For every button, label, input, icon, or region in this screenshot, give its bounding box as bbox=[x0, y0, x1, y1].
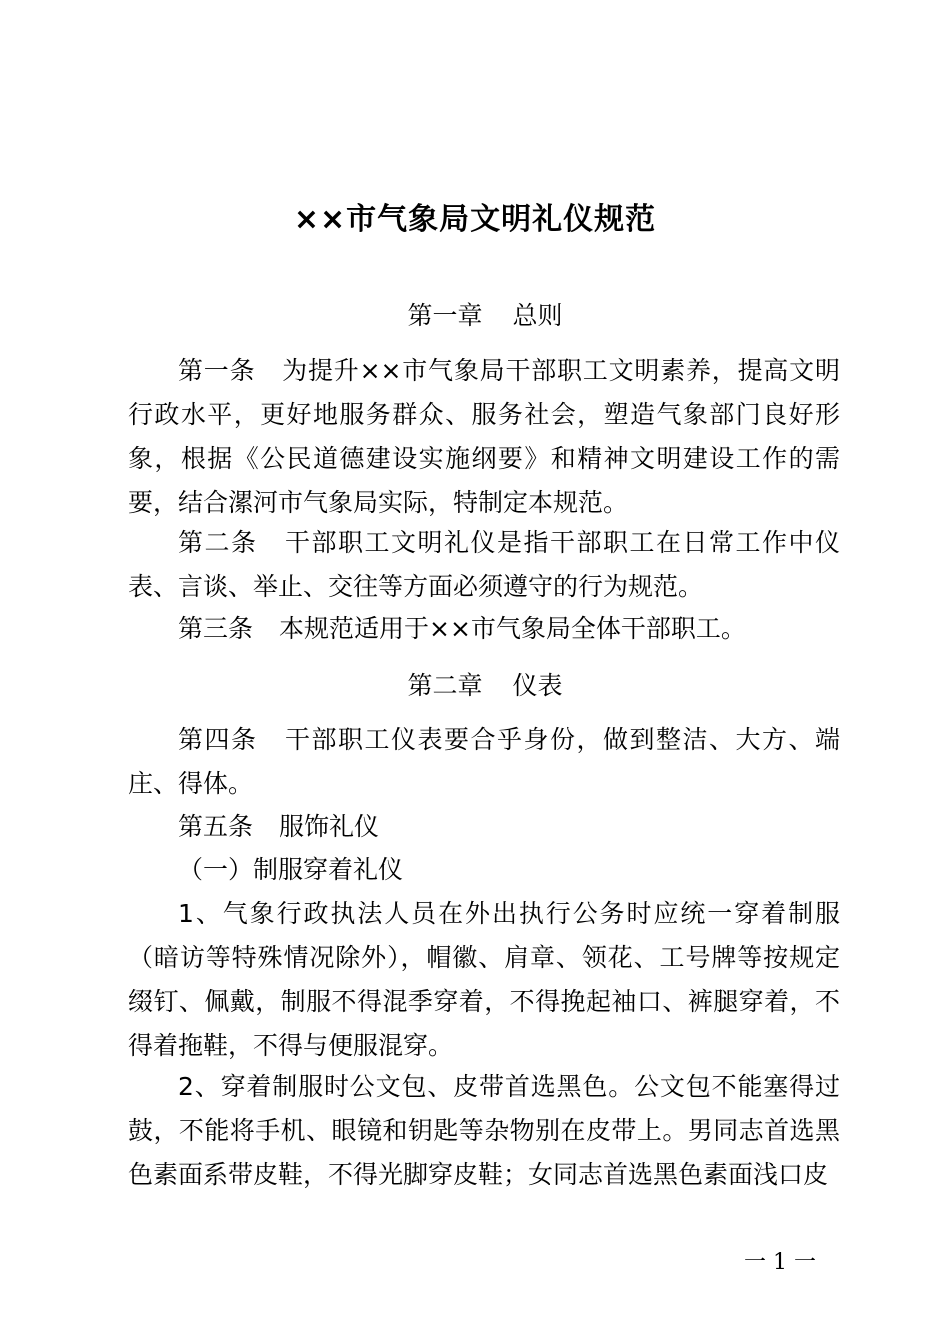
article-label: 第一条 bbox=[178, 356, 256, 385]
article-5 bbox=[128, 805, 840, 849]
chapter-heading-1 bbox=[0, 294, 950, 338]
section-heading: （一）制服穿着礼仪 bbox=[178, 855, 404, 884]
article-text: 服饰礼仪 bbox=[279, 812, 380, 841]
chapter-name: 仪表 bbox=[512, 671, 563, 700]
chapter-heading-2 bbox=[0, 664, 950, 708]
article-label: 第二条 bbox=[178, 528, 258, 557]
article-2 bbox=[128, 521, 840, 609]
chapter-number: 第一章 bbox=[407, 301, 483, 330]
chapter-number: 第二章 bbox=[407, 671, 483, 700]
list-item-1: 1、气象行政执法人员在外出执行公务时应统一穿着制服（暗访等特殊情况除外），帽徽、肩章、领花、工号牌等按规定缀钉、佩戴，制服不得混季穿着，不得挽起袖口、裤腿穿着，不得着拖鞋，不得与便服混穿。 bbox=[128, 899, 840, 1060]
article-text: 干部职工文明礼仪是指干部职工在日常工作中仪表、言谈、举止、交往等方面必须遵守的行为规范。 bbox=[128, 528, 840, 601]
article-3 bbox=[128, 607, 840, 651]
chapter-name: 总则 bbox=[512, 301, 563, 330]
document-title: ××市气象局文明礼仪规范 bbox=[293, 202, 657, 237]
page-number: 一 1 一 bbox=[744, 1250, 816, 1275]
article-text: 干部职工仪表要合乎身份，做到整洁、大方、端庄、得体。 bbox=[128, 725, 840, 798]
list-item-2: 2、穿着制服时公文包、皮带首选黑色。公文包不能塞得过鼓，不能将手机、眼镜和钥匙等杂物别在皮带上。男同志首选黑色素面系带皮鞋，不得光脚穿皮鞋；女同志首选黑色素面浅口皮 bbox=[128, 1072, 840, 1189]
article-text: 为提升××市气象局干部职工文明素养，提高文明行政水平，更好地服务群众、服务社会，塑造气象部门良好形象，根据《公民道德建设实施纲要》和精神文明建设工作的需要，结合漯河市气象局实际，特制定本规范。 bbox=[128, 356, 840, 517]
article-4 bbox=[128, 718, 840, 806]
article-label: 第五条 bbox=[178, 812, 254, 841]
article-1 bbox=[128, 349, 840, 525]
article-text: 本规范适用于××市气象局全体干部职工。 bbox=[279, 614, 746, 643]
article-label: 第四条 bbox=[178, 725, 258, 754]
article-label: 第三条 bbox=[178, 614, 254, 643]
